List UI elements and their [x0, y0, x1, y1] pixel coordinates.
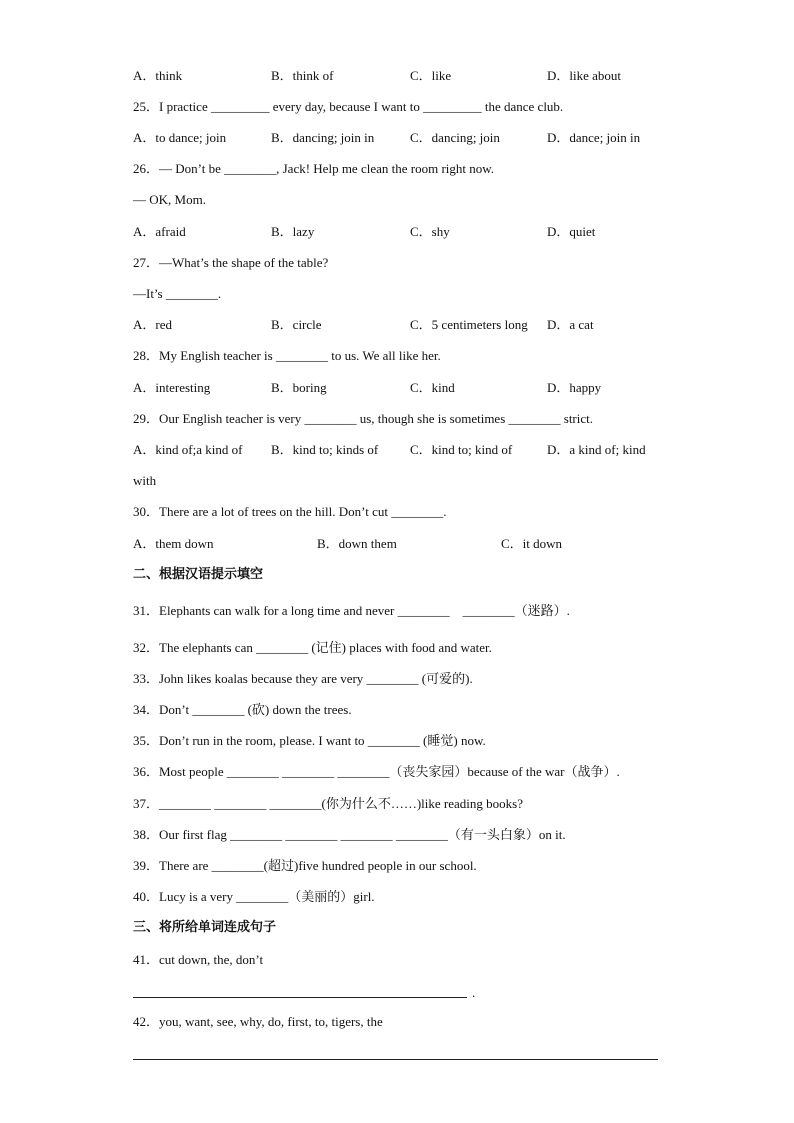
q27-option-a: A．red — [133, 317, 172, 332]
q28-option-c: C．kind — [410, 380, 455, 395]
q26-stem: 26．— Don’t be ________, Jack! Help me clean the room right now. — [133, 161, 495, 176]
q27-option-c: C．5 centimeters long — [410, 317, 528, 332]
q29-option-a: A．kind of;a kind of — [133, 442, 243, 457]
q26-option-a: A．afraid — [133, 224, 186, 239]
q24-option-a: A．think — [133, 68, 183, 83]
q38: 38．Our first flag ________ ________ ________ ________（有一头白象）on it. — [133, 827, 566, 842]
q29-option-c: C．kind to; kind of — [410, 442, 513, 457]
q25-option-c: C．dancing; join — [410, 130, 500, 145]
section-2-title: 二、根据汉语提示填空 — [133, 567, 264, 582]
q32: 32．The elephants can ________ (记住) places with food and water. — [133, 640, 492, 655]
q26-option-d: D．quiet — [547, 224, 596, 239]
q33: 33．John likes koalas because they are very ________ (可爱的). — [133, 671, 473, 686]
q35: 35．Don’t run in the room, please. I want to ________ (睡觉) now. — [133, 733, 486, 748]
q25-option-b: B．dancing; join in — [271, 130, 375, 145]
q28-option-d: D．happy — [547, 380, 602, 395]
q40: 40．Lucy is a very ________（美丽的）girl. — [133, 889, 375, 904]
section-3-title: 三、将所给单词连成句子 — [133, 920, 277, 935]
q27-stem: 27．—What’s the shape of the table? — [133, 255, 329, 270]
q42: 42．you, want, see, why, do, first, to, tigers, the — [133, 1014, 383, 1029]
q25-stem: 25．I practice _________ every day, because I want to _________ the dance club. — [133, 99, 564, 114]
q27-option-b: B．circle — [271, 317, 322, 332]
q30-option-a: A．them down — [133, 536, 214, 551]
q42-answer-line[interactable] — [133, 1059, 658, 1060]
q37: 37．________ ________ ________(你为什么不……)like reading books? — [133, 796, 523, 811]
q28-option-a: A．interesting — [133, 380, 211, 395]
q29-option-d: D．a kind of; kind — [547, 442, 646, 457]
q24-option-d: D．like about — [547, 68, 622, 83]
q24-option-b: B．think of — [271, 68, 334, 83]
q34: 34．Don’t ________ (砍) down the trees. — [133, 702, 352, 717]
q25-option-d: D．dance; join in — [547, 130, 641, 145]
q30-option-b: B．down them — [317, 536, 397, 551]
q27-option-d: D．a cat — [547, 317, 594, 332]
q25-option-a: A．to dance; join — [133, 130, 227, 145]
q28-stem: 28．My English teacher is ________ to us. We all like her. — [133, 348, 441, 363]
q30-option-c: C．it down — [501, 536, 563, 551]
q29-stem: 29．Our English teacher is very ________ us, though she is sometimes ________ strict. — [133, 411, 594, 426]
q26-reply: — OK, Mom. — [133, 192, 206, 207]
q29-option-b: B．kind to; kinds of — [271, 442, 379, 457]
q27-reply: —It’s ________. — [133, 286, 222, 301]
q29-option-d-wrap: with — [133, 473, 157, 488]
q41-answer-line[interactable] — [133, 997, 467, 998]
q26-option-c: C．shy — [410, 224, 450, 239]
q41-period: . — [472, 985, 476, 1000]
q28-option-b: B．boring — [271, 380, 327, 395]
q30-stem: 30．There are a lot of trees on the hill. Don’t cut ________. — [133, 504, 447, 519]
q24-option-c: C．like — [410, 68, 452, 83]
q31: 31．Elephants can walk for a long time and never ________ ________（迷路）. — [133, 603, 570, 618]
q41: 41．cut down, the, don’t — [133, 952, 264, 967]
q39: 39．There are ________(超过)five hundred people in our school. — [133, 858, 477, 873]
q36: 36．Most people ________ ________ ________（丧失家园）because of the war（战争）. — [133, 764, 620, 779]
q26-option-b: B．lazy — [271, 224, 315, 239]
